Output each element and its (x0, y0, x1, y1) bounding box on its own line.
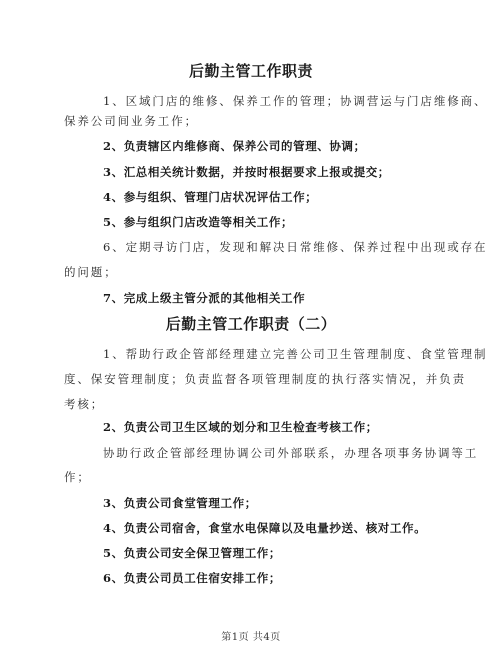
duty-item-7: 7、完成上级主管分派的其他相关工作 (103, 291, 306, 305)
duty2-sub-line-1: 协助行政企管部经理协调公司外部联系，办理各项事务协调等工 (103, 446, 479, 460)
duty-item-1-line-2: 保养公司间业务工作； (64, 114, 198, 128)
duty-item-3: 3、汇总相关统计数据，并按时根据要求上报或提交； (103, 165, 390, 179)
duty2-item-1-line-3: 考核； (64, 397, 105, 411)
duty2-item-6: 6、负责公司员工住宿安排工作； (103, 571, 281, 585)
duty-item-2: 2、负责辖区内维修商、保养公司的管理、协调； (103, 139, 366, 153)
section-title-1: 后勤主管工作职责 (188, 62, 313, 80)
duty-item-5: 5、参与组织门店改造等相关工作； (103, 215, 294, 229)
duty2-item-1-line-1: 1、帮助行政企管部经理建立完善公司卫生管理制度、食堂管理制 (103, 347, 488, 361)
duty2-sub-line-2: 作； (64, 470, 91, 484)
duty-item-1-line-1: 1、区域门店的维修、保养工作的管理；协调营运与门店维修商、 (103, 94, 488, 108)
duty-item-4: 4、参与组织、管理门店状况评估工作； (103, 190, 318, 204)
duty2-item-1-line-2: 度、保安管理制度；负责监督各项管理制度的执行落实情况，并负责 (64, 372, 466, 386)
duty2-item-2: 2、负责公司卫生区域的划分和卫生检查考核工作； (103, 420, 378, 434)
duty2-item-4: 4、负责公司宿舍，食堂水电保障以及电量抄送、核对工作。 (103, 521, 427, 535)
page-footer: 第1页 共4页 (221, 632, 281, 643)
duty-item-6-line-2: 的问题； (64, 265, 118, 279)
section-title-2: 后勤主管工作职责（二） (165, 315, 337, 333)
duty-item-6-line-1: 6、定期寻访门店，发现和解决日常维修、保养过程中出现或存在 (103, 240, 488, 254)
duty2-item-3: 3、负责公司食堂管理工作； (103, 496, 257, 510)
duty2-item-5: 5、负责公司安全保卫管理工作； (103, 546, 281, 560)
